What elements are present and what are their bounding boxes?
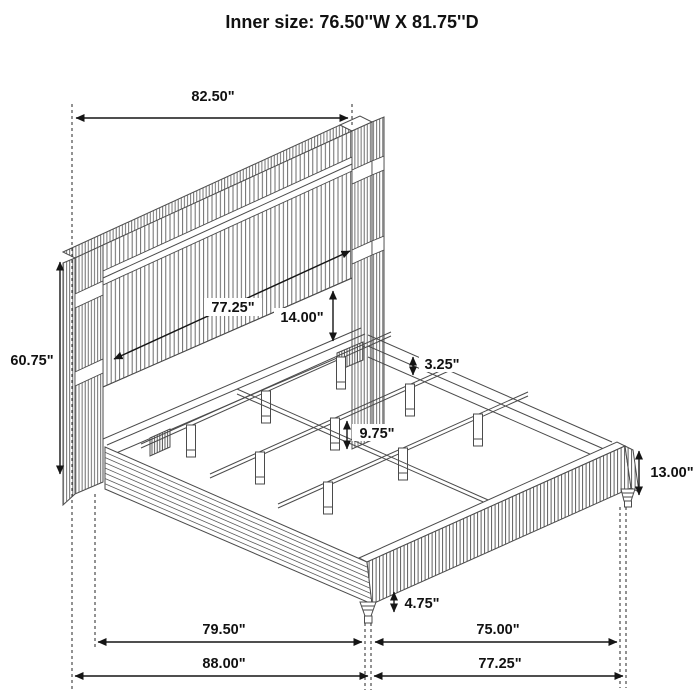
slat-leg (474, 414, 483, 446)
slat-leg (324, 482, 333, 514)
dimension-foot-height (394, 592, 447, 612)
dimension-frame-length-inner (98, 620, 362, 642)
corner-foot-right (621, 489, 635, 507)
dimension-side-rail-thickness (413, 355, 467, 375)
dim-label-side-rail-thickness: 3.25" (424, 357, 460, 373)
right-side-rail (368, 335, 613, 462)
dim-label-slat-leg-height: 9.75" (359, 426, 395, 442)
slat-legs (187, 357, 483, 514)
headboard-left-post-side-ribs (63, 258, 75, 505)
dim-label-headboard-inner-width: 77.25" (211, 300, 255, 316)
dim-label-footboard-width-inner: 75.00" (476, 622, 520, 638)
dimension-frame-length-outer (75, 654, 368, 676)
dim-label-headboard-width: 82.50" (191, 89, 235, 105)
dim-label-footboard-height: 13.00" (650, 465, 694, 481)
dimension-footboard-width-inner (375, 620, 617, 642)
dimension-footboard-width-outer (374, 654, 623, 676)
dim-label-headboard-panel-gap: 14.00" (280, 310, 324, 326)
slat-leg (406, 384, 415, 416)
left-side-rail (105, 447, 372, 604)
dimension-headboard-height (6, 262, 60, 474)
dimension-footboard-height (639, 451, 700, 495)
dim-label-frame-length-inner: 79.50" (202, 622, 246, 638)
slat-leg (256, 452, 265, 484)
diagram-title: Inner size: 76.50''W X 81.75''D (225, 12, 479, 32)
dim-label-frame-length-outer: 88.00" (202, 656, 246, 672)
dim-label-footboard-width-outer: 77.25" (478, 656, 522, 672)
dimension-headboard-width (76, 87, 348, 118)
slat-leg (337, 357, 346, 389)
corner-foot-front (360, 602, 376, 623)
dim-label-headboard-height: 60.75" (10, 353, 54, 369)
slat-leg (187, 425, 196, 457)
dim-label-foot-height: 4.75" (404, 596, 440, 612)
